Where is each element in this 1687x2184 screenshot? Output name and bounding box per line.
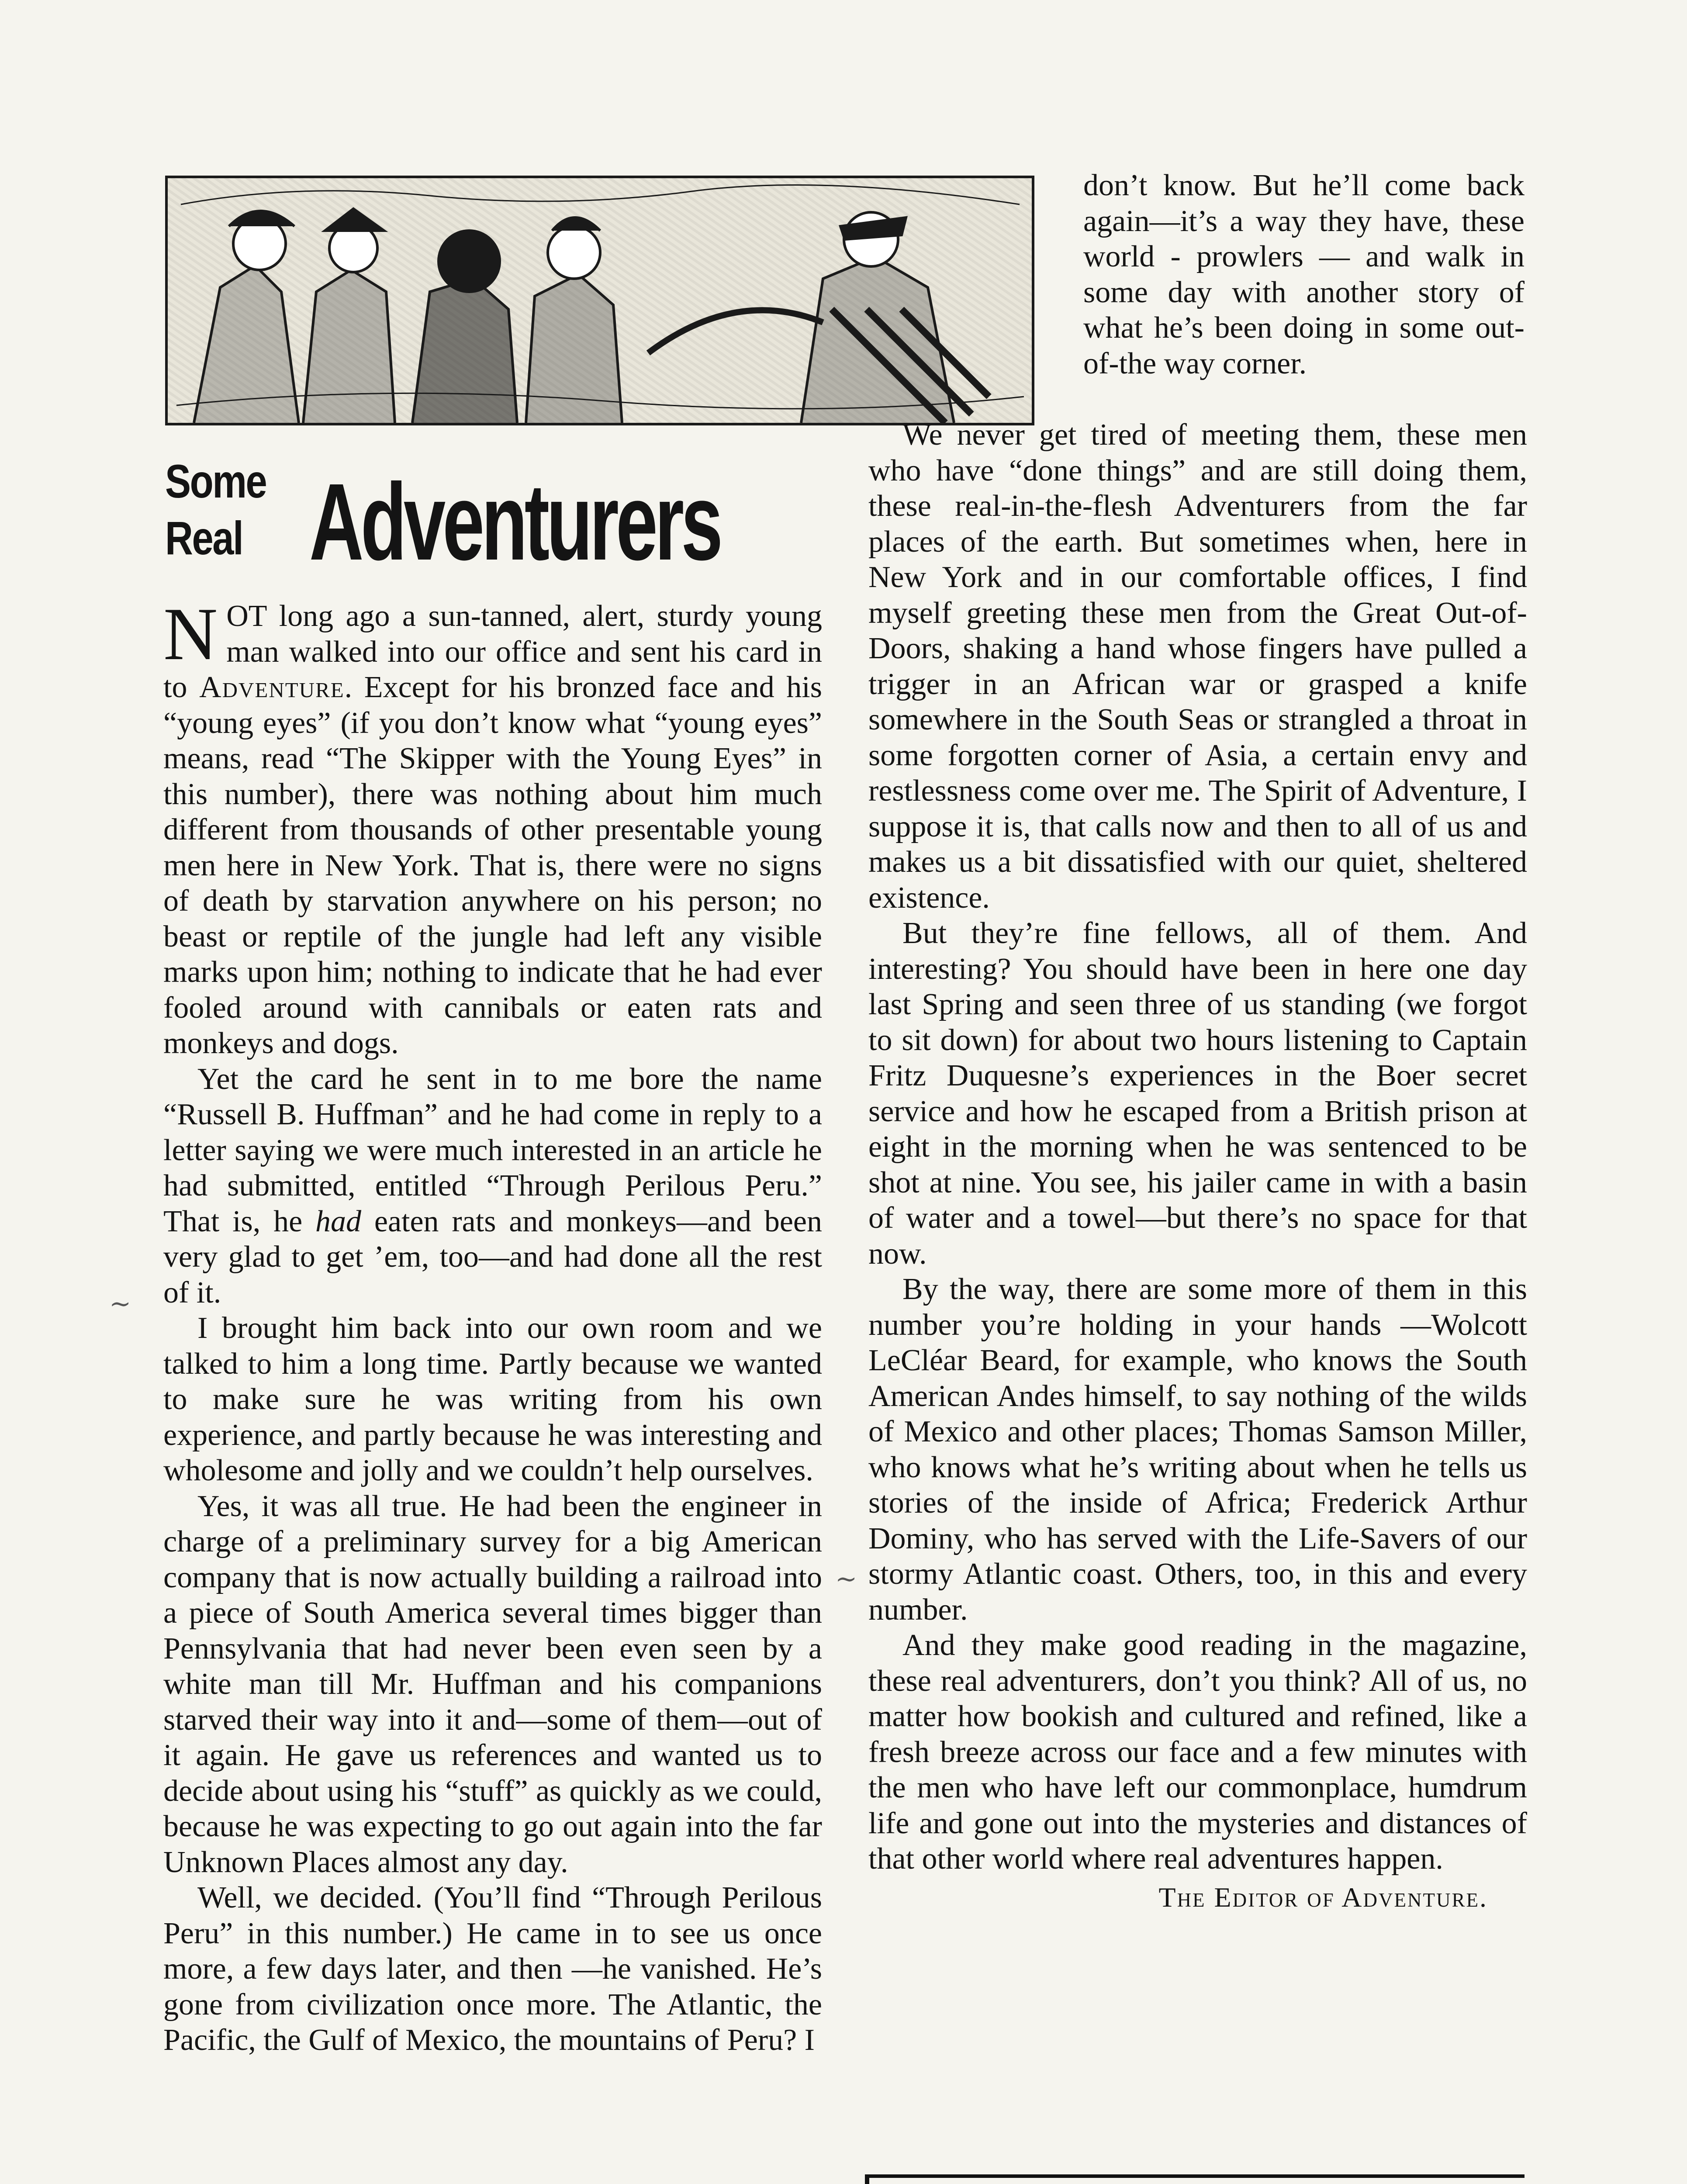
article-paragraph-5-continued: don’t know. But he’ll come back again—it’s a way they have, these world - prowlers — and walk in some day with another story of what he’s been doing in some out-of-the way corner. xyxy=(1083,169,1525,380)
article-paragraph-6: We never get tired of meeting them, these men who have “done things” and are still doing them, these real-in-the-flesh Adventurers from the far places of the earth. But sometimes when, here in New York and in our comfortable offices, I find myself greeting these men from the Great Out-of-Doors, shaking a hand whose fingers have pulled a trigger in an African war or grasped a knife somewhere in the South Seas or strangled a throat in some forgotten corner of Asia, a certain envy and restlessness come over me. The Spirit of Adventure, I suppose it is, that calls now and then to all of us and makes us a bit dissatisfied with our quiet, sheltered existence. xyxy=(868,418,1527,915)
adventurers-engraving-icon xyxy=(168,178,1032,423)
drop-cap: N xyxy=(163,593,218,676)
article-column-right xyxy=(868,417,1527,1915)
article-paragraph-3: I brought him back into our own room and we talked to him a long time. Partly because we wanted to make sure he was writing from his own experience, and partly because he was interesting and wholesome and jolly and we couldn’t help ourselves. xyxy=(163,1311,822,1487)
article-column-left xyxy=(163,593,822,2058)
article-paragraph-1: NOT long ago a sun-tanned, alert, sturdy young man walked into our office and sent his card in to Adventure. Except for his bronzed face and his “young eyes” (if you don’t know what “young eyes” means, read “The Skipper with the Young Eyes” in this number), there was nothing about him much different from thousands of other presentable young men here in New York. That is, there were no signs of death by starvation anywhere on his person; no beast or reptile of the jungle had left any visible marks upon him; nothing to indicate that he had ever fooled around with cannibals or eaten rats and monkeys and dogs. xyxy=(163,593,822,1060)
adventurers-illustration xyxy=(165,176,1034,425)
article-paragraph-5: Well, we decided. (You’ll find “Through Perilous Peru” in this number.) He came in to see us once more, a few days later, and then —he vanished. He’s gone from civilization once more. The Atlantic, the Pacific, the Gulf of Mexico, the mountains of Peru? I xyxy=(163,1881,822,2057)
article-paragraph-8: By the way, there are some more of them in this number you’re holding in your hands —Wolcott LeCléar Beard, for example, who knows the South American Andes himself, to say nothing of the wilds of Mexico and other places; Thomas Samson Miller, who knows what he’s writing about when he tells us stories of the inside of Africa; Frederick Arthur Dominy, who has served with the Life-Savers of our stormy Atlantic coast. Others, too, in this and every number. xyxy=(868,1272,1527,1627)
article-paragraph-2: Yet the card he sent in to me bore the name “Russell B. Huffman” and he had come in reply to a letter saying we were much interested in an article he had submitted, entitled “Through Perilous Peru.” That is, he had eaten rats and monkeys—and been very glad to get ’em, too—and had done all the rest of it. xyxy=(163,1062,822,1310)
pencil-mark-icon: ∼ xyxy=(109,1289,131,1318)
george-graham-rice-advert xyxy=(865,2174,1525,2184)
magazine-name: Adventure xyxy=(199,670,345,704)
article-column-right-top xyxy=(1083,168,1525,381)
headline-real: Real xyxy=(165,511,243,564)
article-paragraph-7: But they’re fine fellows, all of them. And interesting? You should have been in here one day last Spring and seen three of us standing (we forgot to sit down) for about two hours listening to Captain Fritz Duquesne’s experiences in the Boer secret service and how he escaped from a British prison at eight in the morning when he was sentenced to be shot at nine. You see, his jailer came in with a basin of water and a towel—but there’s no space for that now. xyxy=(868,916,1527,1271)
article-paragraph-4: Yes, it was all true. He had been the engineer in charge of a preliminary survey for a big American company that is now actually building a railroad into a piece of South America several times bigger than Pennsylvania that had never been even seen by a white man till Mr. Huffman and his companions starved their way into it and—some of them—out of it again. He gave us references and wanted us to decide about using his “stuff” as quickly as we could, because he was expecting to go out again into the far Unknown Places almost any day. xyxy=(163,1489,822,1879)
headline xyxy=(165,450,829,594)
pencil-mark-icon: ∼ xyxy=(835,1565,857,1593)
headline-adventurers: Adventurers xyxy=(309,461,720,583)
headline-some: Some xyxy=(165,455,266,508)
article-paragraph-9: And they make good reading in the magazine, these real adventurers, don’t you think? All of us, no matter how bookish and cultured and refined, like a fresh breeze across our face and a few minutes with the men who have left our commonplace, humdrum life and gone out into the mysteries and distances of that other world where real adventures happen. xyxy=(868,1628,1527,1876)
editor-signature: The Editor of Adventure. xyxy=(1158,1881,1488,1913)
